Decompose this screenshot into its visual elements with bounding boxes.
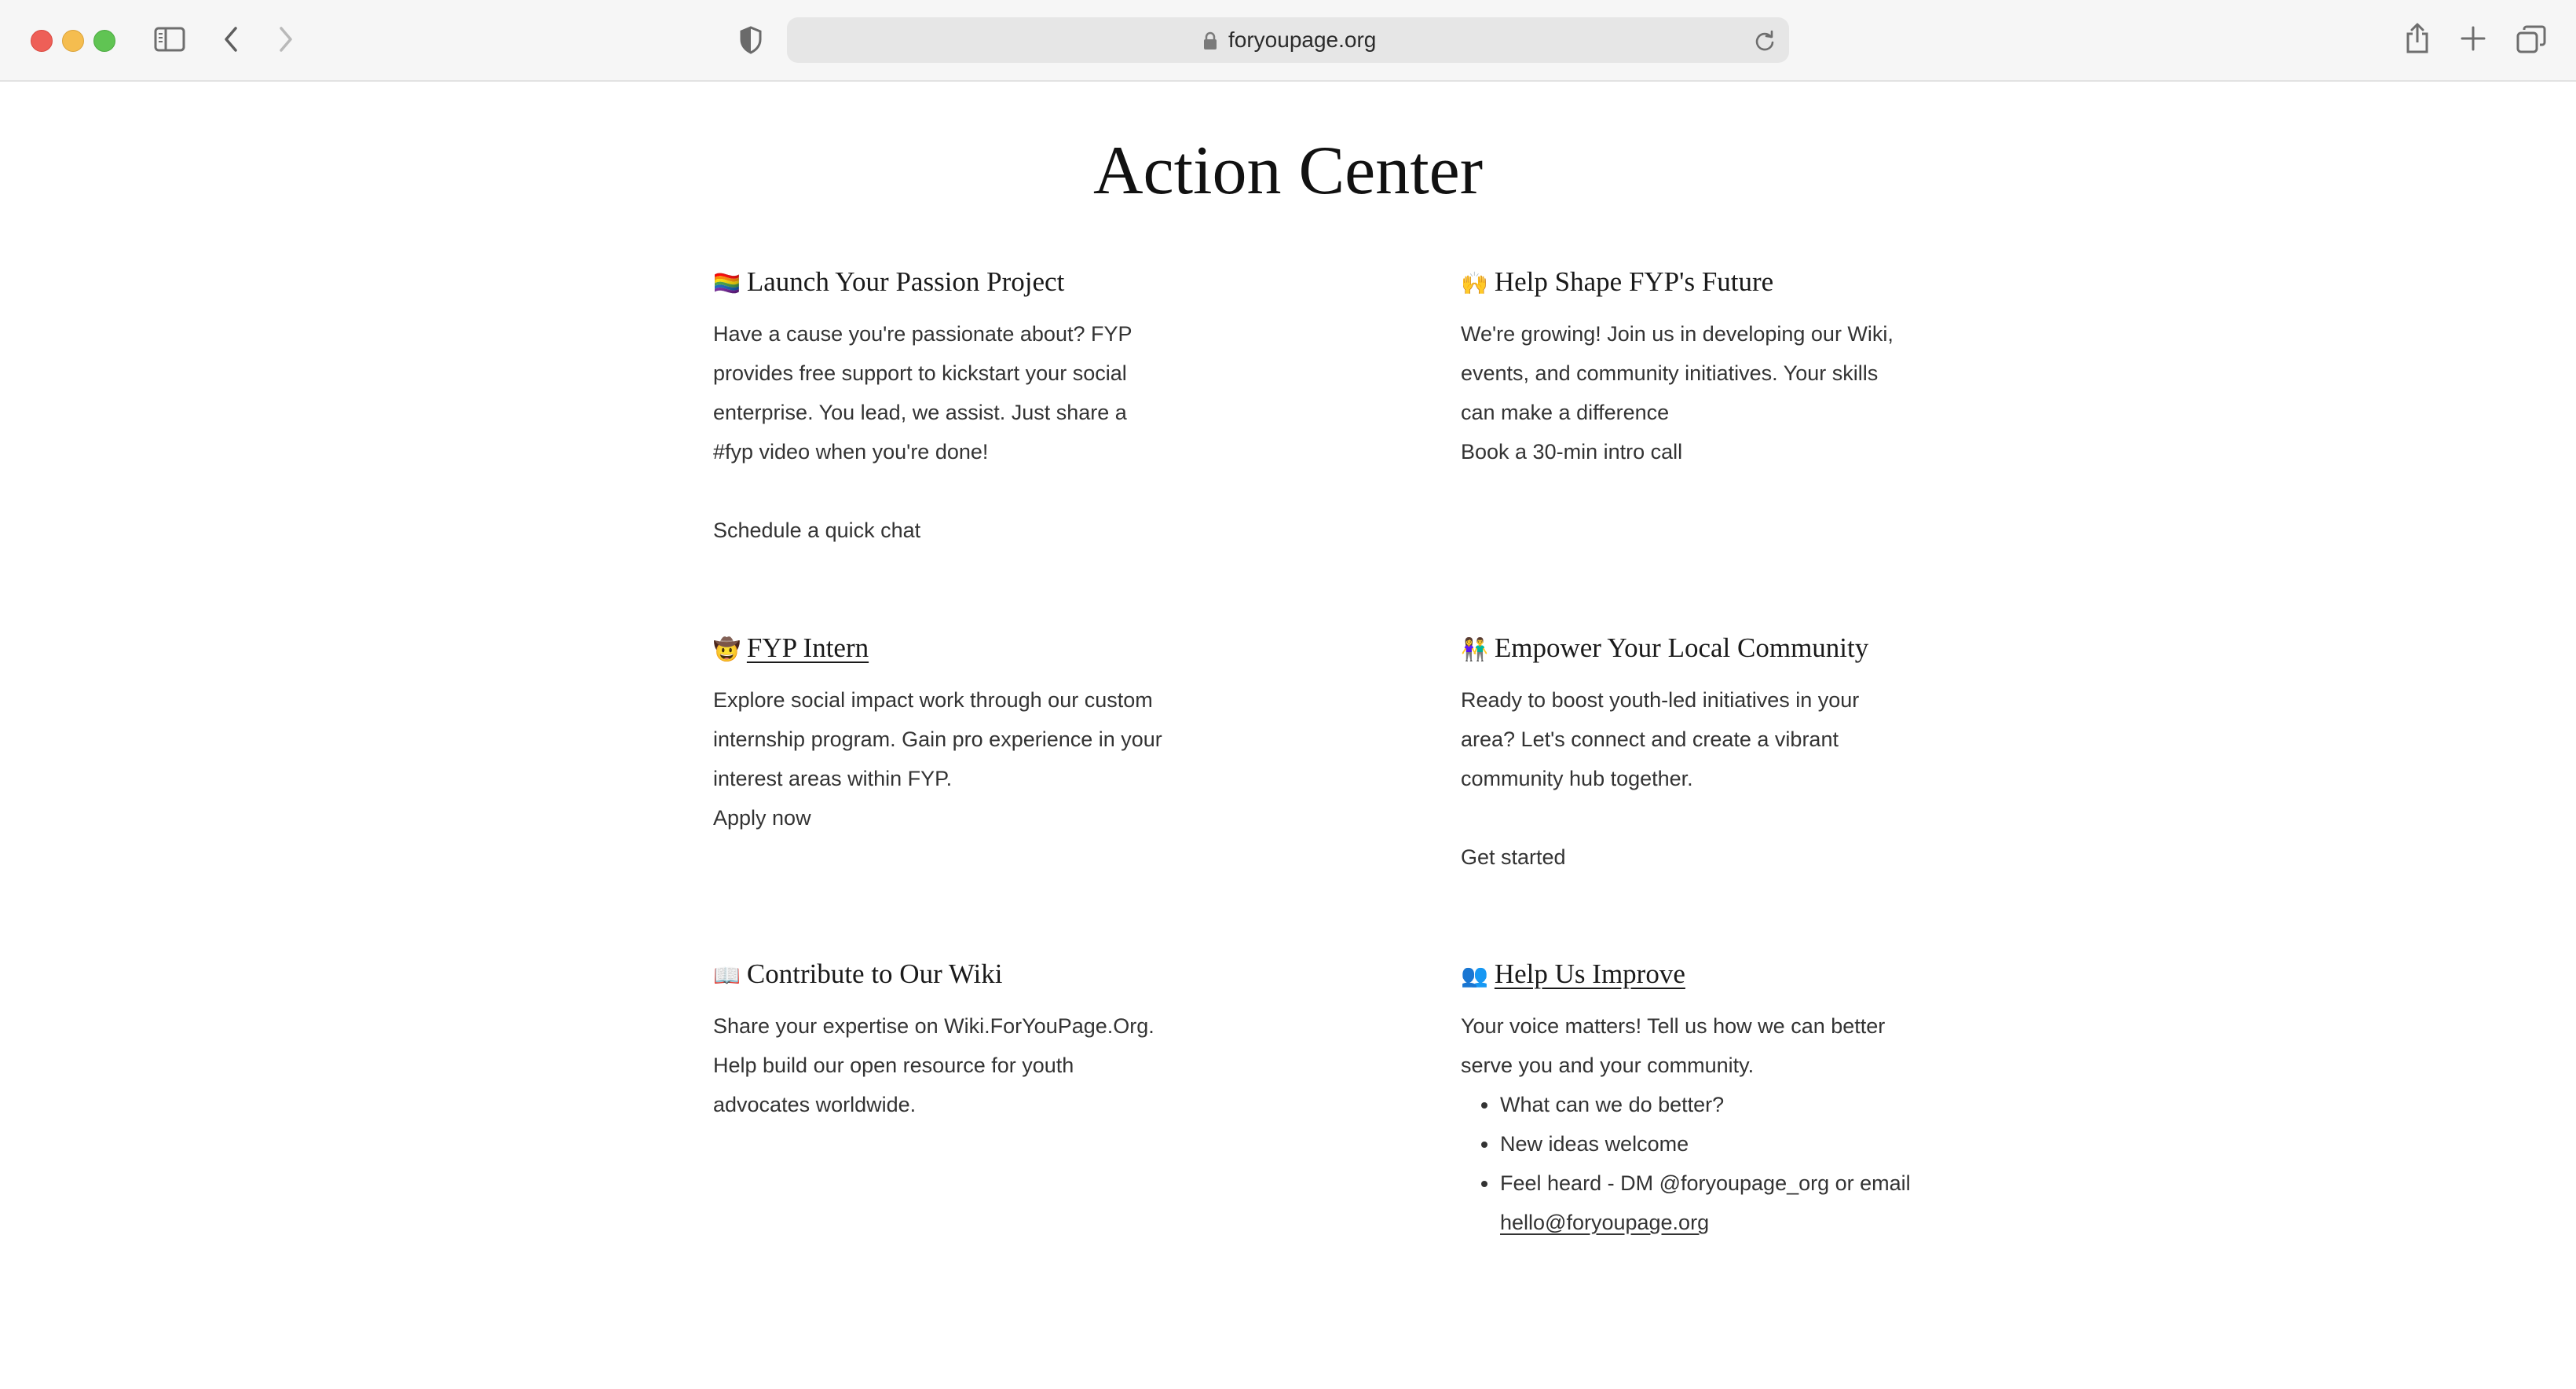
schedule-chat-link[interactable]: Schedule a quick chat xyxy=(713,519,921,542)
new-tab-icon[interactable] xyxy=(2460,25,2486,52)
people-holding-hands-icon: 👫 xyxy=(1461,636,1488,662)
card-description: Share your expertise on Wiki.ForYouPage.Org. Help build our open resource for youth advocates worldwide. xyxy=(713,1014,1154,1116)
list-item: New ideas welcome xyxy=(1500,1124,1916,1164)
raised-hands-icon: 🙌 xyxy=(1461,270,1488,296)
open-book-icon: 📖 xyxy=(713,962,741,988)
forward-icon[interactable] xyxy=(276,25,295,53)
card-description: Explore social impact work through our custom internship program. Gain pro experience in your interest areas within FYP. xyxy=(713,688,1162,790)
cowboy-face-icon: 🤠 xyxy=(713,636,741,662)
apply-now-link[interactable]: Apply now xyxy=(713,806,811,830)
card-description: Ready to boost youth-led initiatives in your area? Let's connect and create a vibrant community hub together. xyxy=(1461,688,1860,790)
sidebar-icon[interactable] xyxy=(154,27,185,52)
card-title: 👫 Empower Your Local Community xyxy=(1461,632,1869,663)
get-started-link[interactable]: Get started xyxy=(1461,845,1566,869)
fyp-intern-link[interactable]: 🤠 FYP Intern xyxy=(713,632,869,663)
back-icon[interactable] xyxy=(221,25,240,53)
card-help-shape-future xyxy=(1461,262,1916,471)
page-title: Action Center xyxy=(1092,133,1484,209)
list-item: Feel heard - DM @foryoupage_org or email hello@foryoupage.org xyxy=(1500,1164,1916,1242)
email-link[interactable]: hello@foryoupage.org xyxy=(1500,1211,1710,1234)
browser-toolbar xyxy=(0,0,2576,82)
card-empower-community xyxy=(1461,629,1916,877)
card-help-us-improve xyxy=(1461,955,1916,1242)
lock-icon xyxy=(1203,31,1217,50)
card-contribute-wiki xyxy=(713,955,1169,1124)
card-description: Have a cause you're passionate about? FYP provides free support to kickstart your social enterprise. You lead, we assist. Just share a #fyp video when you're done! xyxy=(713,322,1132,464)
share-icon[interactable] xyxy=(2405,22,2430,55)
card-title: 🙌 Help Shape FYP's Future xyxy=(1461,266,1774,297)
tab-overview-icon[interactable] xyxy=(2516,25,2546,53)
book-intro-call-link[interactable]: Book a 30-min intro call xyxy=(1461,440,1683,464)
card-description: We're growing! Join us in developing our Wiki, events, and community initiatives. Your skills can make a difference xyxy=(1461,322,1894,424)
zoom-window-button[interactable] xyxy=(93,30,115,52)
card-fyp-intern xyxy=(713,629,1169,837)
help-us-improve-link[interactable]: 👥 Help Us Improve xyxy=(1461,958,1685,989)
busts-in-silhouette-icon: 👥 xyxy=(1461,962,1488,988)
url-text: foryoupage.org xyxy=(1228,27,1377,52)
privacy-shield-icon[interactable] xyxy=(738,25,763,55)
rainbow-flag-icon: 🏳️‍🌈 xyxy=(713,270,741,296)
address-bar[interactable] xyxy=(787,17,1789,63)
card-description: Your voice matters! Tell us how we can better serve you and your community. xyxy=(1461,1014,1886,1077)
card-title: 🏳️‍🌈 Launch Your Passion Project xyxy=(713,266,1065,297)
minimize-window-button[interactable] xyxy=(62,30,84,52)
reload-icon[interactable] xyxy=(1755,30,1775,52)
feedback-list xyxy=(1461,1085,1916,1242)
card-title: 📖 Contribute to Our Wiki xyxy=(713,958,1003,989)
close-window-button[interactable] xyxy=(31,30,53,52)
card-launch-passion-project xyxy=(713,262,1169,550)
list-item: What can we do better? xyxy=(1500,1085,1916,1124)
